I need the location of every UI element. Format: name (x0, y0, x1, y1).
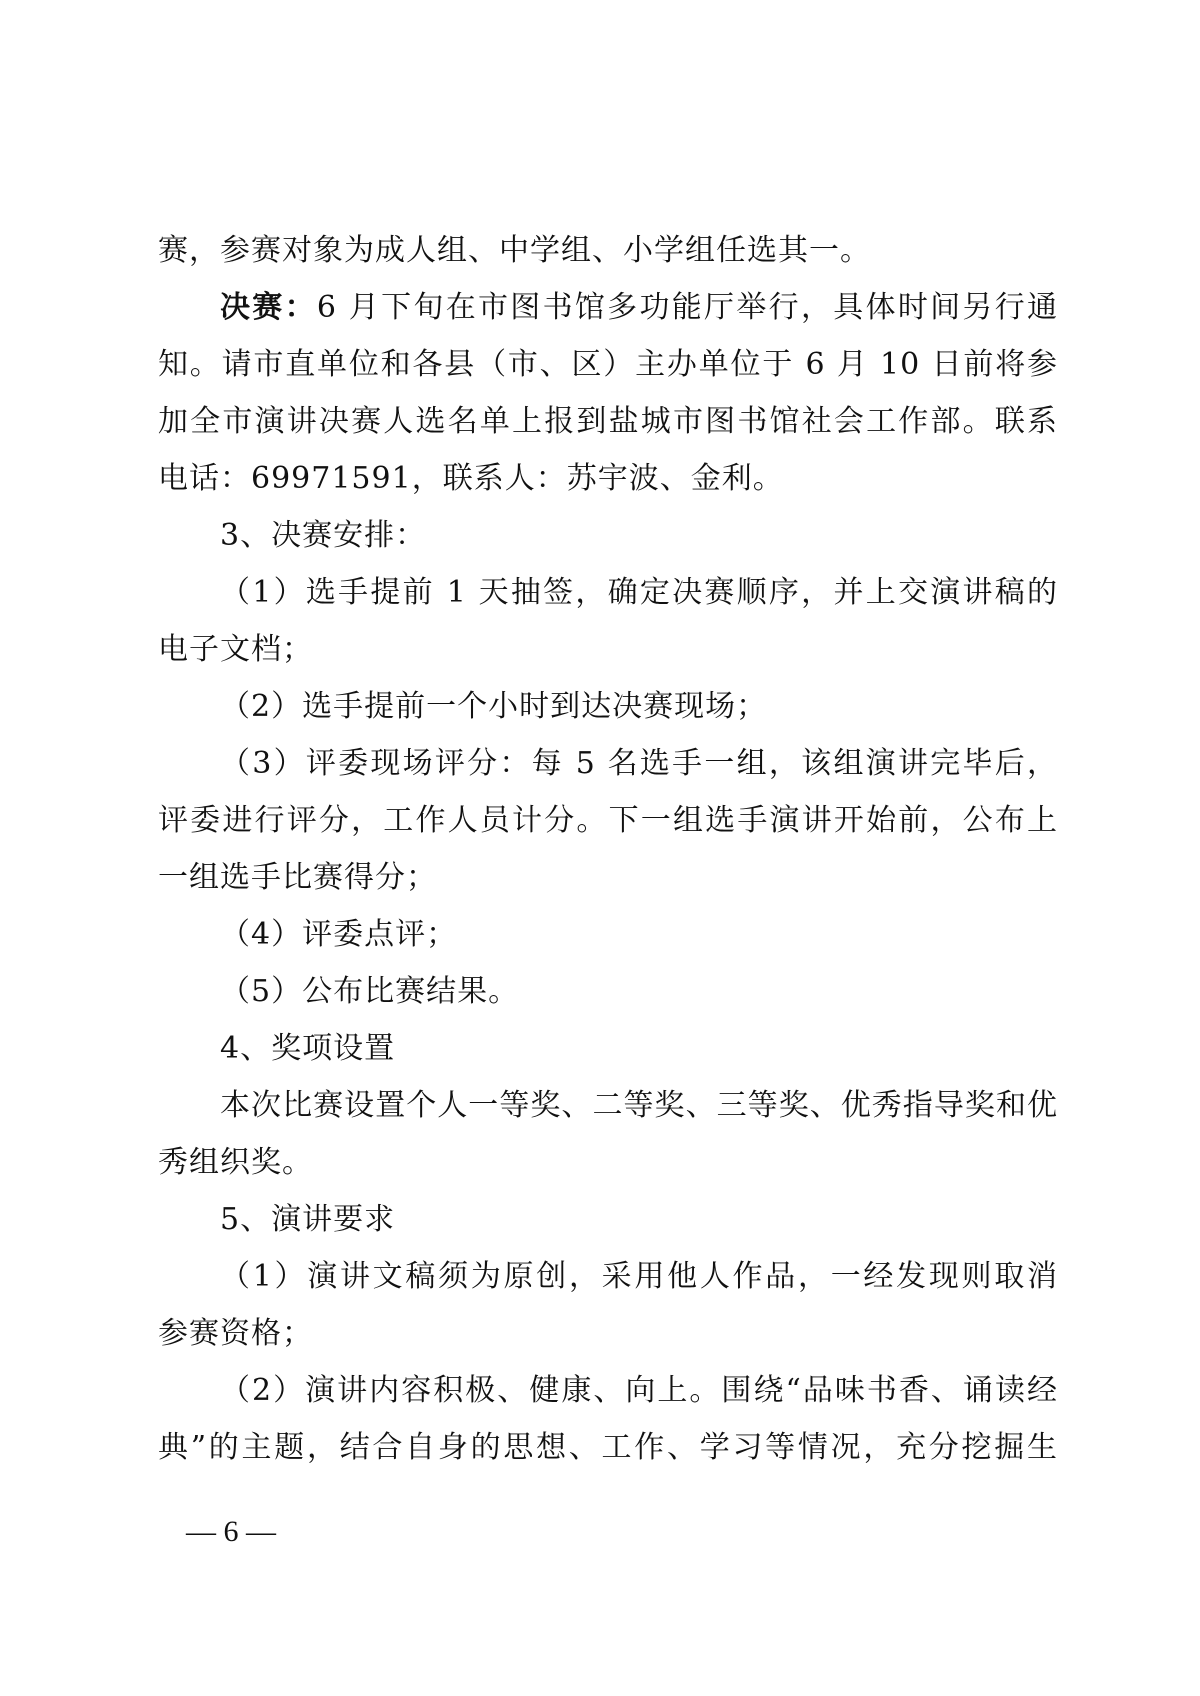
page-number: — 6 — (186, 1515, 276, 1548)
body-text (158, 222, 1058, 1476)
text-line: （1）演讲文稿须为原创，采用他人作品，一经发现则取消 (220, 1259, 1058, 1294)
contact-line: 电话：69971591，联系人：苏宇波、金利。 (158, 461, 784, 496)
text-line: 评委进行评分，工作人员计分。下一组选手演讲开始前，公布上 (158, 803, 1058, 838)
text-line: 电子文档； (158, 632, 313, 667)
text-line: （3）评委现场评分：每 5 名选手一组，该组演讲完毕后， (220, 746, 1058, 781)
text-line: 参赛资格； (158, 1316, 313, 1351)
text-line: 6 月下旬在市图书馆多功能厅举行，具体时间另行通 (316, 290, 1059, 325)
section-heading: 4、奖项设置 (220, 1031, 396, 1066)
section-heading: 5、演讲要求 (220, 1202, 396, 1237)
text-line: （5）公布比赛结果。 (220, 974, 520, 1009)
text-line: 秀组织奖。 (158, 1145, 313, 1180)
text-line: 典”的主题，结合自身的思想、工作、学习等情况，充分挖掘生 (158, 1430, 1058, 1465)
text-line: 一组选手比赛得分； (158, 860, 437, 895)
final-round-label: 决赛： (220, 290, 317, 325)
text-line: （2）演讲内容积极、健康、向上。围绕“品味书香、诵读经 (220, 1373, 1058, 1408)
text-line: 知。请市直单位和各县（市、区）主办单位于 6 月 10 日前将参 (158, 347, 1058, 382)
section-heading: 3、决赛安排： (220, 518, 427, 553)
text-line: 赛，参赛对象为成人组、中学组、小学组任选其一。 (158, 233, 871, 268)
text-line: 本次比赛设置个人一等奖、二等奖、三等奖、优秀指导奖和优 (220, 1088, 1058, 1123)
text-line: 加全市演讲决赛人选名单上报到盐城市图书馆社会工作部。联系 (158, 404, 1058, 439)
final-round-paragraph (158, 279, 1058, 336)
text-line: （1）选手提前 1 天抽签，确定决赛顺序，并上交演讲稿的 (220, 575, 1058, 610)
text-line: （2）选手提前一个小时到达决赛现场； (220, 689, 768, 724)
text-line: （4）评委点评； (220, 917, 458, 952)
